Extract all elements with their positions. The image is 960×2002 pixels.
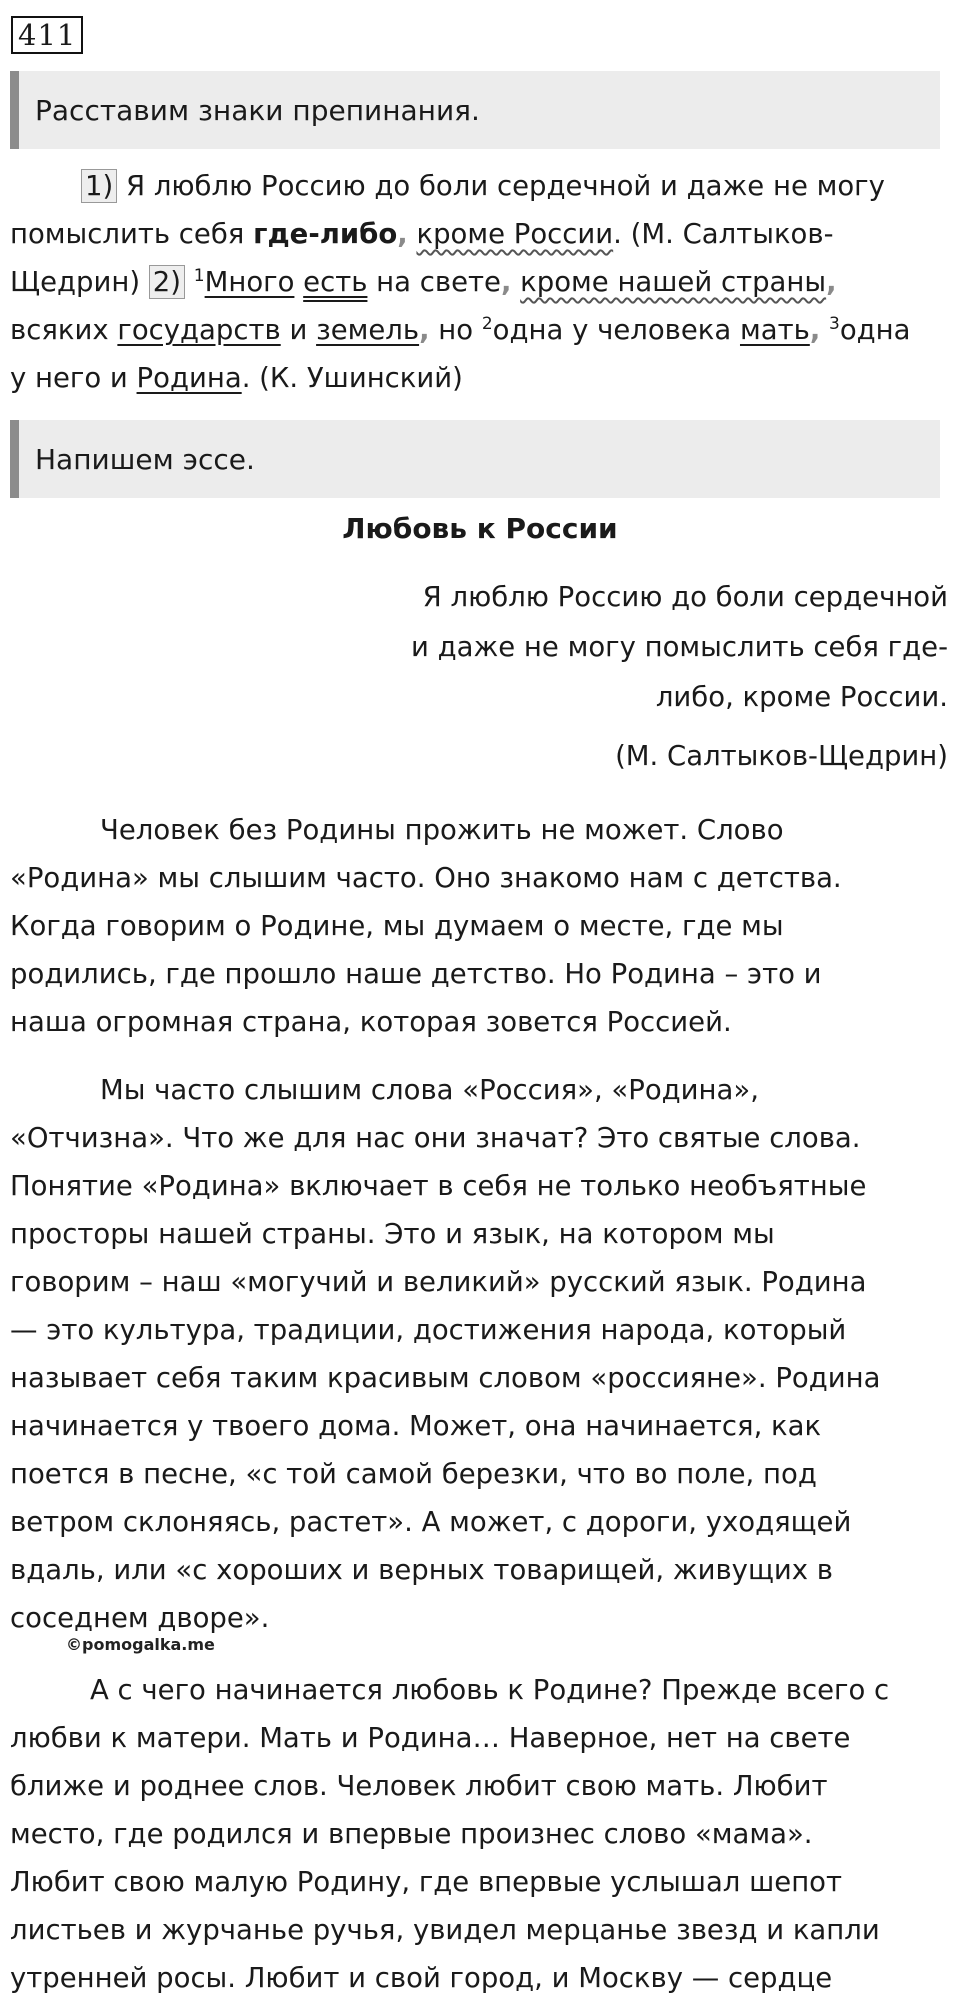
- paragraph-line: любви к матери. Мать и Родина… Наверное, нет на свете: [10, 1722, 851, 1754]
- paragraph-line: «Отчизна». Что же для нас они значат? Это святые слова.: [10, 1122, 861, 1154]
- underlined-word: государств: [117, 314, 281, 346]
- essay-title: Любовь к России: [342, 512, 618, 545]
- paragraph-line: называет себя таким красивым словом «россияне». Родина: [10, 1362, 881, 1394]
- underlined-phrase: кроме России: [416, 218, 614, 250]
- paragraph-line: Когда говорим о Родине, мы думаем о месте, где мы: [10, 910, 784, 942]
- paragraph-line: — это культура, традиции, достижения народа, который: [10, 1314, 847, 1346]
- inserted-comma: ,: [826, 266, 837, 298]
- paragraph-line: Любит свою малую Родину, где впервые услышал шепот: [10, 1866, 843, 1898]
- sentence-number-2: 2): [149, 265, 185, 299]
- essay-paragraph-3: [10, 1666, 950, 2002]
- sentence-text: помыслить себя: [10, 218, 254, 250]
- clause-number: 3: [829, 313, 840, 334]
- epigraph-line: и даже не могу помыслить себя где-: [411, 631, 948, 663]
- sentence-number-1: 1): [81, 169, 117, 203]
- inserted-comma: ,: [397, 218, 408, 250]
- clause-number: 1: [193, 265, 205, 286]
- paragraph-line: наша огромная страна, которая зовется Россией.: [10, 1006, 732, 1038]
- sentences-block: [10, 162, 950, 402]
- paragraph-line: начинается у твоего дома. Может, она начинается, как: [10, 1410, 822, 1442]
- paragraph-line: просторы нашей страны. Это и язык, на котором мы: [10, 1218, 775, 1250]
- paragraph-line: «Родина» мы слышим часто. Оно знакомо нам с детства.: [10, 862, 842, 894]
- paragraph-line: соседнем дворе».: [10, 1602, 270, 1634]
- paragraph-line: Понятие «Родина» включает в себя не только необъятные: [10, 1170, 867, 1202]
- sentence-text: на свете: [367, 266, 501, 298]
- underlined-word: земель: [316, 314, 420, 346]
- epigraph-line: Я люблю Россию до боли сердечной: [422, 581, 948, 613]
- paragraph-line: утренней росы. Любит и свой город, и Москву — сердце: [10, 1962, 833, 1994]
- paragraph-line: А с чего начинается любовь к Родине? Прежде всего с: [90, 1674, 890, 1706]
- sentence-text: одна: [839, 314, 911, 346]
- paragraph-line: Человек без Родины прожить не может. Слово: [100, 814, 784, 846]
- underlined-phrase: кроме нашей страны: [520, 266, 827, 298]
- paragraph-line: поется в песне, «с той самой березки, что во поле, под: [10, 1458, 817, 1490]
- essay-paragraph-1: [10, 806, 950, 1046]
- paragraph-line: место, где родился и впервые произнес слово «мама».: [10, 1818, 813, 1850]
- paragraph-line: говорим – наш «могучий и великий» русский язык. Родина: [10, 1266, 867, 1298]
- sentence-text: одна у человека: [492, 314, 740, 346]
- sentence-text: Щедрин): [10, 266, 149, 298]
- watermark: ©pomogalka.me: [66, 1635, 215, 1654]
- sentence-text: у него и: [10, 362, 137, 394]
- task-number: 411: [11, 16, 83, 54]
- section-heading-essay: [10, 420, 940, 498]
- paragraph-line: ветром склоняясь, растет». А может, с дороги, уходящей: [10, 1506, 852, 1538]
- paragraph-line: ближе и роднее слов. Человек любит свою мать. Любит: [10, 1770, 828, 1802]
- sentence-text: . (К. Ушинский): [241, 362, 463, 394]
- clause-number: 2: [481, 313, 493, 334]
- epigraph: [328, 572, 948, 722]
- underlined-word: Много: [204, 266, 295, 298]
- epigraph-author: (М. Салтыков-Щедрин): [615, 740, 948, 772]
- inserted-comma: ,: [500, 266, 512, 298]
- inserted-comma: ,: [419, 314, 430, 346]
- sentence-text: но: [429, 314, 482, 346]
- sentence-text: и: [280, 314, 317, 346]
- epigraph-line: либо: [655, 681, 726, 713]
- underlined-word: есть: [303, 266, 368, 298]
- underlined-word: мать: [739, 314, 810, 346]
- paragraph-line: листьев и журчанье ручья, увидел мерцанье звезд и капли: [10, 1914, 880, 1946]
- essay-paragraph-2: [10, 1066, 950, 1642]
- bold-word: где-либо: [253, 218, 398, 250]
- paragraph-line: вдаль, или «с хороших и верных товарищей, живущих в: [10, 1554, 833, 1586]
- sentence-text: . (М. Салтыков-: [613, 218, 834, 250]
- section-heading-punctuation: [10, 71, 940, 149]
- paragraph-line: Мы часто слышим слова «Россия», «Родина»,: [100, 1074, 759, 1106]
- sentence-text: Я люблю Россию до боли сердечной и даже не могу: [125, 170, 885, 202]
- section-heading-text: Напишем эссе.: [35, 442, 255, 476]
- paragraph-line: родились, где прошло наше детство. Но Родина – это и: [10, 958, 822, 990]
- sentence-text: всяких: [10, 314, 118, 346]
- section-heading-text: Расставим знаки препинания.: [35, 93, 480, 127]
- underlined-word: Родина: [136, 362, 242, 394]
- epigraph-line: , кроме России.: [725, 681, 948, 713]
- inserted-comma: ,: [809, 314, 821, 346]
